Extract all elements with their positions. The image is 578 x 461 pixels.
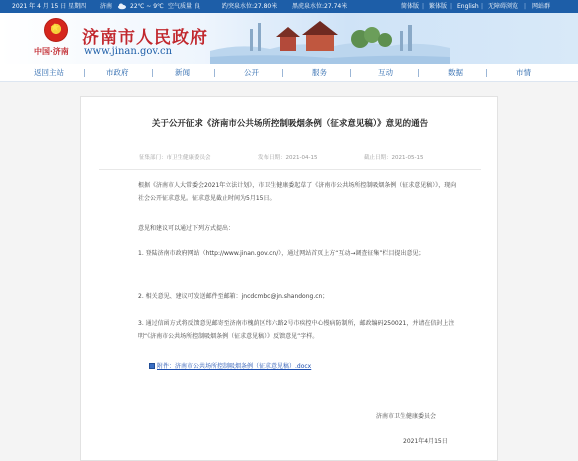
- city-skyline-illustration: [210, 13, 450, 64]
- site-url: www.jinan.gov.cn: [84, 46, 173, 57]
- paragraph-method-3: 3. 通过信函方式将反馈意见邮寄至济南市槐荫区纬六路2号市疾控中心慢病防制所，邮政编码250021，并请在信封上注明“《济南市公共场所控制吸烟条例（征求意见稿）》反馈意见”字样。: [138, 320, 455, 340]
- nav-divider: [282, 69, 283, 77]
- paragraph-methods: 意见和建议可以通过下列方式提出：: [138, 225, 235, 232]
- spring-level-heihu: 黑虎泉水位:27.74米: [292, 3, 348, 10]
- nav-data[interactable]: 数据: [448, 68, 463, 77]
- article-title: 关于公开征求《济南市公共场所控制吸烟条例（征求意见稿）》意见的通告: [151, 119, 429, 129]
- article-panel: [80, 96, 498, 461]
- nav-disclosure[interactable]: 公开: [244, 68, 259, 77]
- weather-city: 济南: [100, 3, 113, 10]
- word-document-icon: [149, 363, 155, 369]
- nav-divider: [350, 69, 351, 77]
- site-title[interactable]: 济南市人民政府: [82, 28, 208, 48]
- meta-end-date: 截止日期：2021-05-15: [364, 155, 424, 161]
- air-quality: 空气质量 良: [168, 3, 200, 10]
- nav-divider: [84, 69, 85, 77]
- brand-text: 中国·济南: [34, 46, 69, 56]
- nav-divider: [418, 69, 419, 77]
- paragraph-method-2: 2. 相关意见、建议可发送邮件至邮箱：jncdcmbc@jn.shandong.cn；: [138, 293, 329, 300]
- nav-interaction[interactable]: 互动: [378, 68, 393, 77]
- link-accessibility[interactable]: 无障碍浏览: [488, 3, 519, 10]
- emblem-star-icon: ★: [50, 21, 60, 34]
- spring-level-baotu: 趵突泉水位:27.80米: [222, 3, 278, 10]
- attachment-link[interactable]: [149, 361, 311, 370]
- current-date: 2021 年 4 月 15 日 星期四: [12, 3, 87, 10]
- temperature: 22℃ ~ 9℃: [130, 3, 164, 10]
- link-simplified[interactable]: 简体版: [401, 3, 420, 10]
- nav-divider: [152, 69, 153, 77]
- meta-divider: [99, 169, 481, 170]
- signature-organization: 济南市卫生健康委员会: [376, 413, 437, 420]
- signature-date: 2021年4月15日: [403, 438, 448, 445]
- divider: |: [450, 3, 453, 10]
- nav-news[interactable]: 新闻: [175, 68, 190, 77]
- top-info-bar: [0, 0, 578, 13]
- article-meta: [81, 153, 499, 165]
- nav-government[interactable]: 市政府: [106, 68, 129, 77]
- divider: |: [524, 3, 527, 10]
- meta-start-date: 发布日期：2021-04-15: [258, 155, 318, 161]
- nav-divider: [214, 69, 215, 77]
- paragraph-intro: 根据《济南市人大常委会2021年立法计划》，市卫生健康委起草了《济南市公共场所控制吸烟条例（征求意见稿）》，现向社会公开征求意见。征求意见截止时间为5月15日。: [138, 182, 457, 202]
- link-english[interactable]: English: [457, 3, 479, 10]
- paragraph-method-1: 1. 登陆济南市政府网站（http://www.jinan.gov.cn/），通过网站首页上方“互动→调查征集”栏目提出意见；: [138, 250, 425, 257]
- meta-source: 征集部门：市卫生健康委员会: [139, 155, 211, 161]
- divider: |: [422, 3, 425, 10]
- attachment-label: 附件：济南市公共场所控制吸烟条例（征求意见稿）.docx: [157, 363, 312, 370]
- nav-divider: [486, 69, 487, 77]
- link-site-group[interactable]: 网站群: [532, 3, 551, 10]
- nav-services[interactable]: 服务: [312, 68, 327, 77]
- divider: |: [481, 3, 484, 10]
- site-header: [0, 13, 578, 64]
- main-nav: [0, 64, 578, 82]
- link-traditional[interactable]: 繁体版: [429, 3, 448, 10]
- nav-city-info[interactable]: 市情: [516, 68, 531, 77]
- nav-home[interactable]: 返回主站: [34, 68, 64, 77]
